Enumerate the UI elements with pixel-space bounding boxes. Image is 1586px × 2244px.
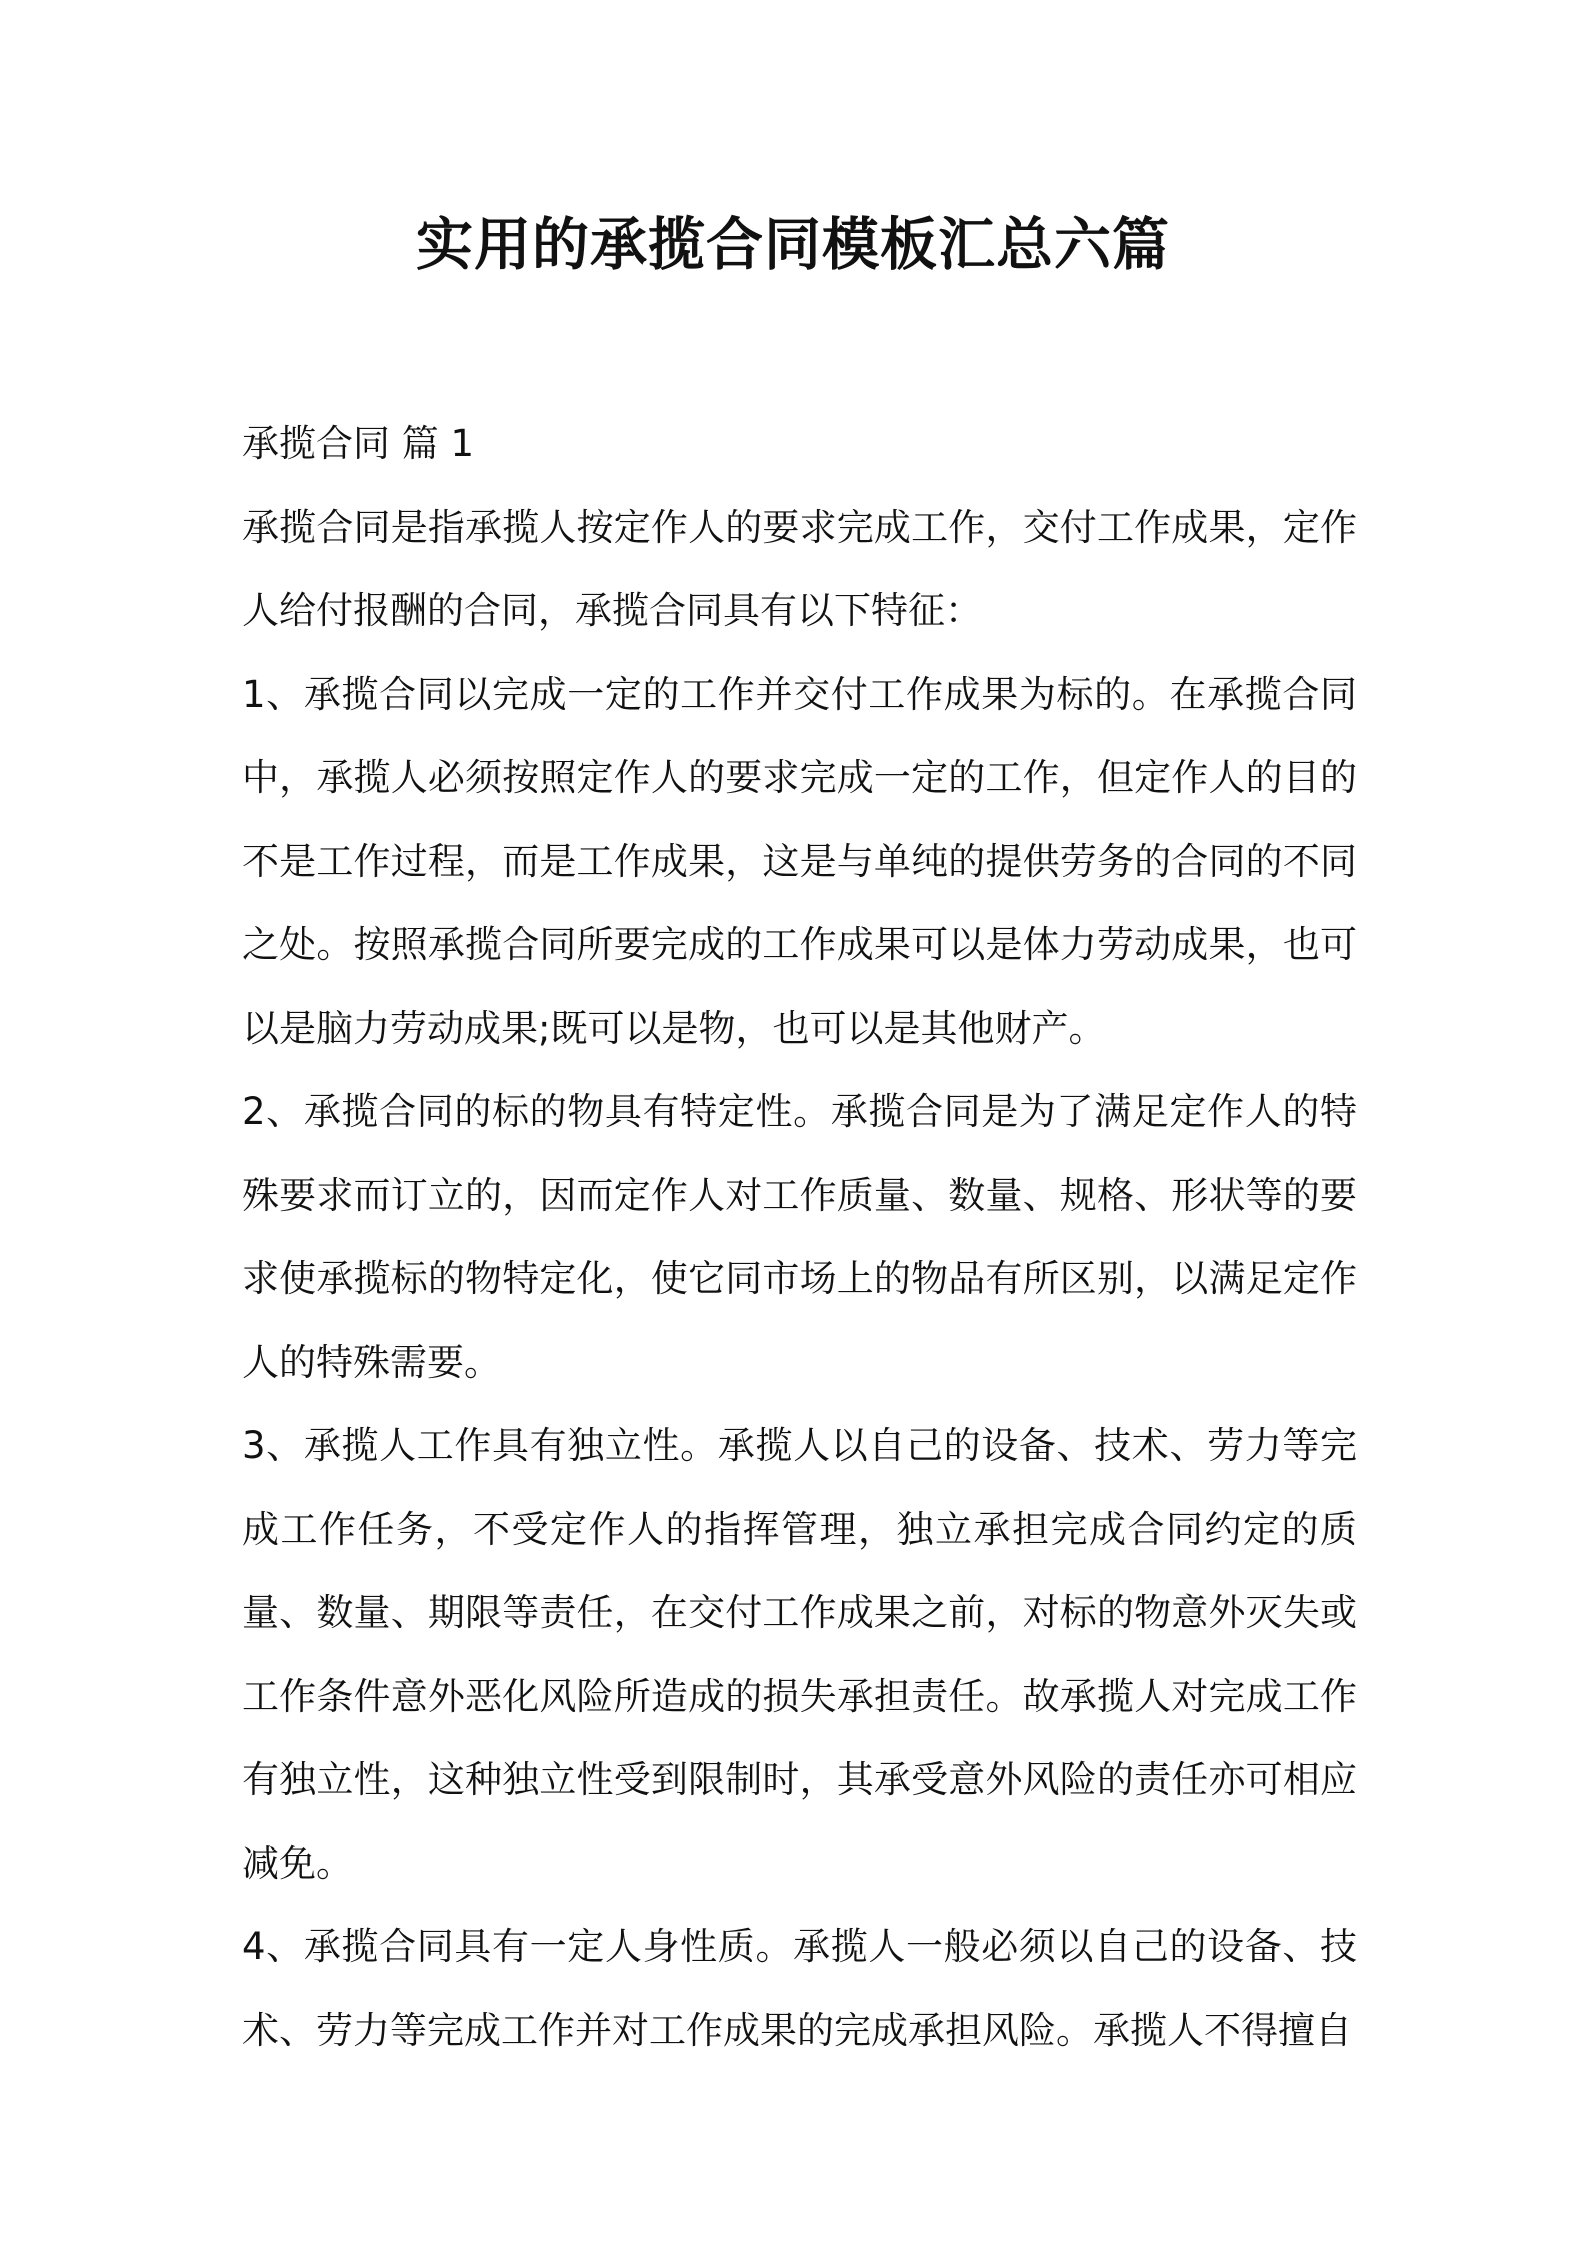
section-heading: 承揽合同 篇 1: [242, 422, 475, 465]
document-body: [242, 402, 1357, 2072]
paragraph-feature-4: 4、承揽合同具有一定人身性质。承揽人一般必须以自己的设备、技术、劳力等完成工作并对工作成果的完成承担风险。承揽人不得擅自: [242, 1925, 1357, 2052]
document-title: 实用的承揽合同模板汇总六篇: [416, 212, 1170, 278]
paragraph-feature-3: 3、承揽人工作具有独立性。承揽人以自己的设备、技术、劳力等完成工作任务，不受定作人的指挥管理，独立承担完成合同约定的质量、数量、期限等责任，在交付工作成果之前，对标的物意外灭失或工作条件意外恶化风险所造成的损失承担责任。故承揽人对完成工作有独立性，这种独立性受到限制时，其承受意外风险的责任亦可相应减免。: [242, 1424, 1357, 1885]
paragraph-feature-1: 1、承揽合同以完成一定的工作并交付工作成果为标的。在承揽合同中，承揽人必须按照定作人的要求完成一定的工作，但定作人的目的不是工作过程，而是工作成果，这是与单纯的提供劳务的合同的不同之处。按照承揽合同所要完成的工作成果可以是体力劳动成果，也可以是脑力劳动成果;既可以是物，也可以是其他财产。: [242, 672, 1357, 1050]
paragraph-intro: 承揽合同是指承揽人按定作人的要求完成工作，交付工作成果，定作人给付报酬的合同，承揽合同具有以下特征：: [242, 505, 1357, 632]
paragraph-feature-2: 2、承揽合同的标的物具有特定性。承揽合同是为了满足定作人的特殊要求而订立的，因而定作人对工作质量、数量、规格、形状等的要求使承揽标的物特定化，使它同市场上的物品有所区别，以满足定作人的特殊需要。: [242, 1090, 1357, 1384]
